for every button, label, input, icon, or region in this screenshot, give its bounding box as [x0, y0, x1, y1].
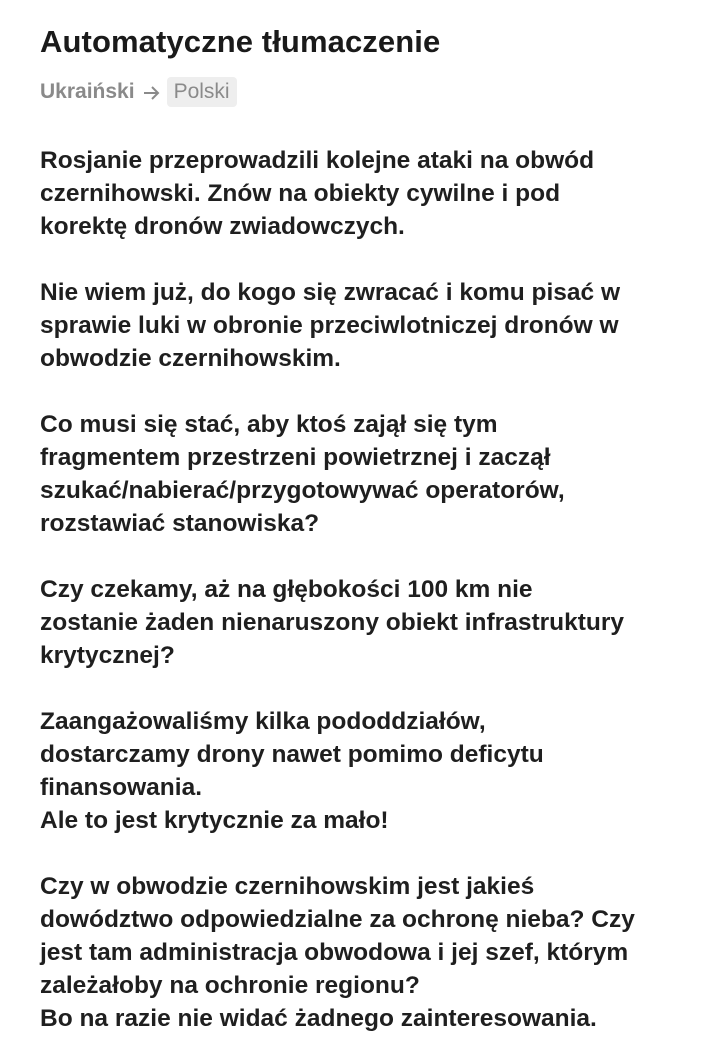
paragraph: Co musi się stać, aby ktoś zajął się tym fragmentem przestrzeni powietrznej i zaczął szukać/nabierać/przygotowywać operatorów, rozstawiać stanowiska? — [40, 411, 565, 537]
paragraph: Zaangażowaliśmy kilka pododdziałów, dostarczamy drony nawet pomimo deficytu finansowania. Ale to jest krytycznie za mało! — [40, 708, 544, 834]
paragraph: Nie wiem już, do kogo się zwracać i komu pisać w sprawie luki w obronie przeciwlotniczej dronów w obwodzie czernihowskim. — [40, 279, 621, 372]
paragraph: Czy czekamy, aż na głębokości 100 km nie zostanie żaden nienaruszony obiekt infrastruktury krytycznej? — [40, 576, 625, 669]
paragraph: Rosjanie przeprowadzili kolejne ataki na obwód czernihowski. Znów na obiekty cywilne i pod korektę dronów zwiadowczych. — [40, 147, 595, 240]
paragraph: Czy w obwodzie czernihowskim jest jakieś dowództwo odpowiedzialne za ochronę nieba? Czy jest tam administracja obwodowa i jej szef, którym zależałoby na ochronie regionu? Bo na razie nie widać żadnego zainteresowania. — [40, 873, 635, 1032]
arrow-right-icon — [143, 85, 161, 101]
target-language-chip[interactable]: Polski — [167, 77, 237, 107]
page-title: Automatyczne tłumaczenie — [40, 24, 441, 59]
translated-text — [40, 144, 680, 1035]
source-language[interactable]: Ukraiński — [40, 80, 135, 103]
language-pair — [40, 76, 680, 108]
